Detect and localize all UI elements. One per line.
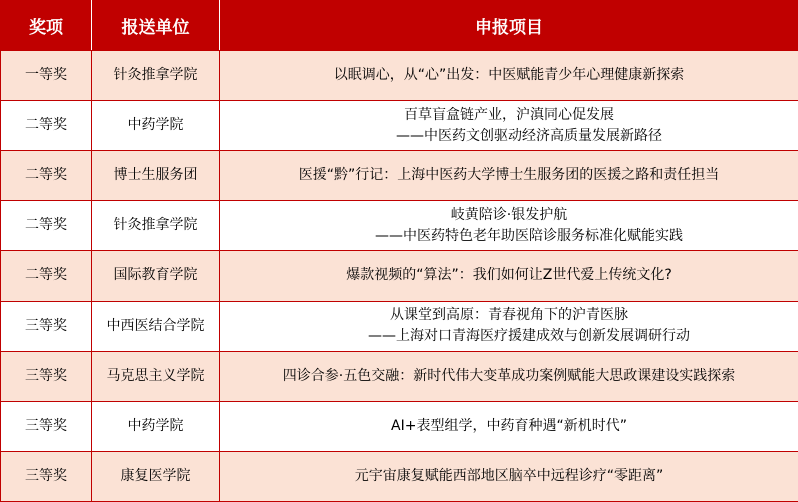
award-cell: 二等奖 bbox=[1, 201, 92, 251]
table-row bbox=[1, 401, 798, 451]
unit-cell: 博士生服务团 bbox=[92, 151, 220, 201]
header-row bbox=[1, 1, 798, 51]
award-cell: 二等奖 bbox=[1, 101, 92, 151]
project-line: ——中医药特色老年助医陪诊服务标准化赋能实践 bbox=[375, 227, 683, 244]
project-line: 百草盲盒链产业，沪滇同心促发展 bbox=[404, 106, 614, 123]
table-row bbox=[1, 51, 798, 101]
unit-cell: 康复医学院 bbox=[92, 451, 220, 501]
project-cell bbox=[220, 151, 798, 201]
project-line: 从课堂到高原：青春视角下的沪青医脉 bbox=[390, 307, 628, 324]
header-award: 奖项 bbox=[1, 1, 92, 51]
table-header bbox=[1, 1, 798, 51]
unit-cell: 国际教育学院 bbox=[92, 251, 220, 301]
award-cell: 一等奖 bbox=[1, 51, 92, 101]
award-cell: 二等奖 bbox=[1, 251, 92, 301]
project-line: 以眠调心，从“心”出发：中医赋能青少年心理健康新探索 bbox=[333, 67, 685, 84]
unit-cell: 中西医结合学院 bbox=[92, 301, 220, 351]
project-cell bbox=[220, 201, 798, 251]
table-row bbox=[1, 351, 798, 401]
unit-cell: 马克思主义学院 bbox=[92, 351, 220, 401]
header-project: 申报项目 bbox=[220, 1, 798, 51]
project-cell bbox=[220, 101, 798, 151]
award-cell: 二等奖 bbox=[1, 151, 92, 201]
unit-cell: 针灸推拿学院 bbox=[92, 201, 220, 251]
project-cell bbox=[220, 351, 798, 401]
project-cell bbox=[220, 301, 798, 351]
project-line: 岐黄陪诊·银发护航 bbox=[450, 206, 568, 223]
unit-cell: 针灸推拿学院 bbox=[92, 51, 220, 101]
award-cell: 三等奖 bbox=[1, 451, 92, 501]
project-line: AI+表型组学，中药育种遇“新机时代” bbox=[391, 417, 627, 434]
table-row bbox=[1, 101, 798, 151]
project-line: 医援“黔”行记：上海中医药大学博士生服务团的医援之路和责任担当 bbox=[298, 167, 720, 184]
project-cell bbox=[220, 51, 798, 101]
project-line: ——上海对口青海医疗援建成效与创新发展调研行动 bbox=[368, 328, 690, 345]
project-cell bbox=[220, 251, 798, 301]
project-line: ——中医药文创驱动经济高质量发展新路径 bbox=[396, 127, 662, 144]
project-line: 四诊合参·五色交融：新时代伟大变革成功案例赋能大思政课建设实践探索 bbox=[282, 367, 736, 384]
table-row bbox=[1, 251, 798, 301]
project-line: 元宇宙康复赋能西部地区脑卒中远程诊疗“零距离” bbox=[354, 467, 664, 484]
award-cell: 三等奖 bbox=[1, 351, 92, 401]
table-row bbox=[1, 151, 798, 201]
table-row bbox=[1, 301, 798, 351]
unit-cell: 中药学院 bbox=[92, 101, 220, 151]
project-cell bbox=[220, 401, 798, 451]
project-line: 爆款视频的“算法”：我们如何让Z世代爱上传统文化? bbox=[346, 267, 672, 284]
table-row bbox=[1, 451, 798, 501]
table-row bbox=[1, 201, 798, 251]
award-cell: 三等奖 bbox=[1, 401, 92, 451]
table-body bbox=[1, 51, 798, 502]
unit-cell: 中药学院 bbox=[92, 401, 220, 451]
award-cell: 三等奖 bbox=[1, 301, 92, 351]
header-unit: 报送单位 bbox=[92, 1, 220, 51]
project-cell bbox=[220, 451, 798, 501]
